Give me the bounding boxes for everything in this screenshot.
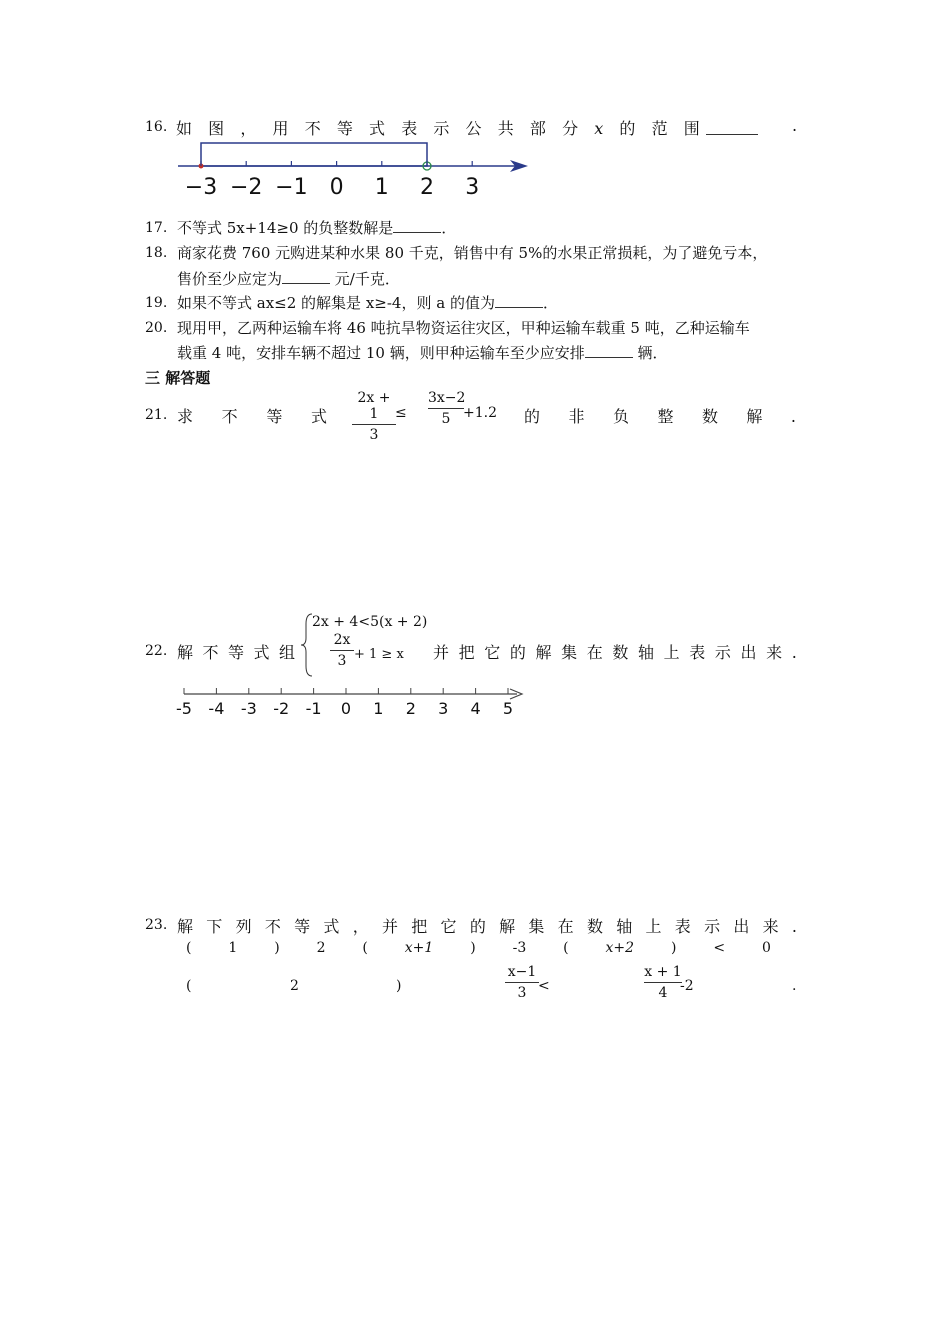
q22-tick-label: -1 bbox=[305, 699, 322, 718]
q21-char: 等 bbox=[266, 407, 283, 426]
q23-char: 列 bbox=[235, 917, 252, 936]
q16-char: 示 bbox=[433, 119, 450, 138]
q22-char: 轴 bbox=[638, 643, 655, 662]
q22-inequality-2-rest: + 1 ≥ x bbox=[354, 647, 404, 662]
q23-char: 数 bbox=[586, 917, 603, 936]
q22-char: 解 bbox=[535, 643, 552, 662]
q20-line2 bbox=[177, 343, 668, 363]
q21-char: 数 bbox=[701, 407, 718, 426]
q23-part-1-token: ) bbox=[470, 940, 476, 956]
q23-part-1-token: < bbox=[713, 940, 726, 956]
q21-char: 整 bbox=[657, 407, 674, 426]
q20-line2-after: 辆． bbox=[632, 344, 668, 362]
q22-char: 解 bbox=[177, 643, 194, 662]
q22-char: 出 bbox=[740, 643, 757, 662]
q19-text-before: 如果不等式 ax≤2 的解集是 x≥-4，则 a 的值为 bbox=[177, 294, 495, 312]
q22-char: 它 bbox=[484, 643, 501, 662]
q16-char: 围 bbox=[683, 119, 700, 138]
q23-char: 它 bbox=[440, 917, 457, 936]
q17-text-before: 不等式 5x+14≥0 的负整数解是 bbox=[177, 219, 394, 237]
q21-char: 非 bbox=[568, 407, 585, 426]
q22-tick-label: 1 bbox=[373, 699, 384, 718]
q23-frac2-numerator: x + 1 bbox=[644, 964, 682, 980]
q20-line1: 现用甲，乙两种运输车将 46 吨抗旱物资运往灾区，甲种运输车载重 5 吨，乙种运输车 bbox=[177, 319, 750, 337]
q22-tick-label: 5 bbox=[502, 699, 514, 718]
q16-char: ， bbox=[240, 119, 257, 138]
q23-part-1-token: ) bbox=[274, 940, 280, 956]
q22-char: 式 bbox=[253, 643, 270, 662]
q21-char: . bbox=[790, 407, 796, 426]
q21-char: 求 bbox=[177, 407, 194, 426]
q22-tick-label: -4 bbox=[208, 699, 225, 718]
q21-number: 21. bbox=[145, 407, 168, 423]
q23-char: 等 bbox=[294, 917, 311, 936]
q23-part-2-close-paren: ) bbox=[396, 978, 402, 994]
q22-tick-label: 0 bbox=[340, 699, 352, 718]
q21-frac1-denominator: 3 bbox=[369, 427, 379, 443]
q23-char: 来 bbox=[762, 917, 779, 936]
q16-answer-blank[interactable] bbox=[706, 120, 758, 135]
q23-char: 把 bbox=[411, 917, 428, 936]
q19-text bbox=[177, 293, 558, 313]
q16-tick-label: 2 bbox=[420, 175, 434, 200]
q22-frac-denominator: 3 bbox=[337, 653, 347, 669]
q16-number: 16. bbox=[145, 119, 168, 135]
q23-part-1-token: x+2 bbox=[605, 940, 635, 956]
q16-tick-label: −3 bbox=[184, 175, 218, 200]
q19-answer-blank[interactable] bbox=[495, 293, 543, 308]
q23-frac1-denominator: 3 bbox=[517, 985, 527, 1001]
q22-char: 不 bbox=[202, 643, 219, 662]
q22-number-line bbox=[172, 682, 532, 722]
q16-char: 如 bbox=[176, 119, 193, 138]
q23-char: 不 bbox=[264, 917, 281, 936]
q19-number: 19. bbox=[145, 295, 168, 311]
q19-text-after: ． bbox=[542, 294, 558, 312]
q16-tick-label: −1 bbox=[275, 175, 308, 200]
q16-end-period: . bbox=[792, 116, 798, 135]
q21-char: 的 bbox=[524, 407, 541, 426]
q22-char: 等 bbox=[227, 643, 244, 662]
q22-char: 并 bbox=[433, 643, 450, 662]
q23-part-2-fraction-2 bbox=[644, 964, 682, 1001]
q23-char: 式 bbox=[323, 917, 340, 936]
q23-char: 表 bbox=[674, 917, 691, 936]
q23-part-1-token: -3 bbox=[512, 940, 527, 956]
q20-number: 20. bbox=[145, 320, 168, 336]
q18-number: 18. bbox=[145, 245, 168, 261]
q23-char: 集 bbox=[528, 917, 545, 936]
q21-plus-term: +1.2 bbox=[463, 405, 497, 421]
q23-part-1-token: 0 bbox=[762, 940, 771, 956]
q23-char: 上 bbox=[645, 917, 662, 936]
q21-frac2-numerator: 3x−2 bbox=[428, 390, 466, 406]
q16-text bbox=[176, 116, 700, 139]
q16-tick-label: 3 bbox=[465, 175, 480, 200]
q16-char: 式 bbox=[369, 119, 386, 138]
q16-char: 部 bbox=[529, 119, 546, 138]
q21-text-after bbox=[524, 404, 796, 427]
q16-char: 公 bbox=[465, 119, 482, 138]
q16-char: 用 bbox=[272, 119, 289, 138]
q23-part-1-token: 2 bbox=[316, 940, 326, 956]
q22-char: 集 bbox=[561, 643, 578, 662]
q20-line2-before: 载重 4 吨，安排车辆不超过 10 辆，则甲种运输车至少应安排 bbox=[177, 344, 585, 362]
q16-char: 共 bbox=[497, 119, 514, 138]
q22-char: 在 bbox=[586, 643, 603, 662]
q23-text bbox=[177, 914, 797, 937]
q23-part-1-token: 1 bbox=[228, 940, 238, 956]
q22-frac-numerator: 2x bbox=[333, 632, 351, 648]
q22-text-before bbox=[177, 640, 295, 663]
q23-part-1-token: ) bbox=[670, 940, 677, 956]
q16-tick-label: −2 bbox=[229, 175, 263, 200]
q17-text bbox=[177, 218, 456, 238]
q18-line2-before: 售价至少应定为 bbox=[177, 270, 283, 288]
q23-part-2-number: 2 bbox=[290, 978, 299, 994]
q22-tick-label: -5 bbox=[176, 699, 192, 718]
q22-char: 把 bbox=[458, 643, 475, 662]
q22-tick-label: -3 bbox=[240, 699, 257, 718]
q22-char: 组 bbox=[278, 643, 295, 662]
q23-char: . bbox=[791, 917, 797, 936]
q16-char: 分 bbox=[562, 119, 579, 138]
q16-char: 表 bbox=[401, 119, 418, 138]
q22-text-after bbox=[433, 640, 797, 663]
q23-part-1-token: ( bbox=[362, 940, 368, 956]
q22-inequality-1: 2x + 4<5(x + 2) bbox=[312, 614, 428, 630]
q22-char: 上 bbox=[663, 643, 680, 662]
q21-text-before bbox=[177, 404, 327, 427]
q18-line2 bbox=[177, 269, 400, 289]
q21-fraction-2 bbox=[428, 390, 464, 427]
q23-char: 出 bbox=[733, 917, 750, 936]
q23-char: 并 bbox=[381, 917, 398, 936]
q16-tick-label: 1 bbox=[374, 175, 389, 200]
q22-char: 来 bbox=[766, 643, 783, 662]
q17-text-after: ． bbox=[441, 219, 457, 237]
q21-frac1-numerator: 2x + 1 bbox=[357, 390, 391, 422]
q23-frac1-numerator: x−1 bbox=[507, 964, 537, 980]
q16-char: 范 bbox=[651, 119, 668, 138]
q16-tick-label: 0 bbox=[329, 175, 344, 200]
q18-answer-blank[interactable] bbox=[282, 269, 330, 284]
q22-tick-label: 4 bbox=[470, 699, 481, 718]
q23-number: 23. bbox=[145, 917, 168, 933]
q20-answer-blank[interactable] bbox=[585, 343, 633, 358]
q23-part-1-token: ( bbox=[186, 940, 192, 956]
q23-char: 的 bbox=[469, 917, 486, 936]
q23-part-2-minus: -2 bbox=[680, 978, 694, 994]
section-3-title: 三 解答题 bbox=[145, 369, 211, 387]
q21-char: 负 bbox=[612, 407, 629, 426]
q21-char: 式 bbox=[310, 407, 327, 426]
q23-char: 解 bbox=[177, 917, 194, 936]
q23-char: 解 bbox=[499, 917, 516, 936]
q23-part-1 bbox=[186, 940, 771, 956]
q22-char: . bbox=[791, 643, 797, 662]
q17-answer-blank[interactable] bbox=[393, 218, 441, 233]
q23-part-1-token: ( bbox=[563, 940, 569, 956]
q23-char: 在 bbox=[557, 917, 574, 936]
q22-char: 的 bbox=[509, 643, 526, 662]
q23-frac2-denominator: 4 bbox=[658, 985, 668, 1001]
q23-part-1-token: x+1 bbox=[404, 940, 434, 956]
q23-part-2-fraction-1 bbox=[505, 964, 539, 1001]
q16-number-line bbox=[170, 138, 540, 202]
q16-char: 不 bbox=[304, 119, 321, 138]
q18-line1: 商家花费 760 元购进某种水果 80 千克，销售中有 5%的水果正常损耗，为了避免亏本， bbox=[177, 244, 768, 262]
q22-number: 22. bbox=[145, 643, 168, 659]
q21-leq: ≤ bbox=[395, 405, 407, 421]
q21-char: 不 bbox=[221, 407, 238, 426]
q23-char: 轴 bbox=[616, 917, 633, 936]
q23-part-2-open-paren: ( bbox=[186, 978, 192, 994]
q16-range-bracket bbox=[201, 143, 427, 166]
q22-char: 示 bbox=[714, 643, 731, 662]
q16-char: 等 bbox=[336, 119, 353, 138]
q23-char: 示 bbox=[704, 917, 721, 936]
q16-char: 图 bbox=[208, 119, 225, 138]
q21-char: 解 bbox=[746, 407, 763, 426]
q22-tick-label: 3 bbox=[438, 699, 449, 718]
q21-frac2-denominator: 5 bbox=[441, 411, 451, 427]
q23-part-2-end: . bbox=[792, 978, 797, 994]
q22-tick-label: 2 bbox=[405, 699, 416, 718]
q22-fraction bbox=[330, 632, 354, 669]
q23-char: 下 bbox=[206, 917, 223, 936]
q21-fraction-1 bbox=[352, 390, 396, 443]
q22-char: 数 bbox=[612, 643, 629, 662]
q16-char: x bbox=[594, 119, 604, 138]
q16-char: 的 bbox=[619, 119, 636, 138]
q22-char: 表 bbox=[689, 643, 706, 662]
q18-line2-after: 元/千克． bbox=[330, 270, 400, 288]
q23-char: ， bbox=[352, 917, 369, 936]
q17-number: 17. bbox=[145, 220, 168, 236]
q22-tick-label: -2 bbox=[273, 699, 290, 718]
q23-part-2-lt: < bbox=[538, 978, 550, 994]
